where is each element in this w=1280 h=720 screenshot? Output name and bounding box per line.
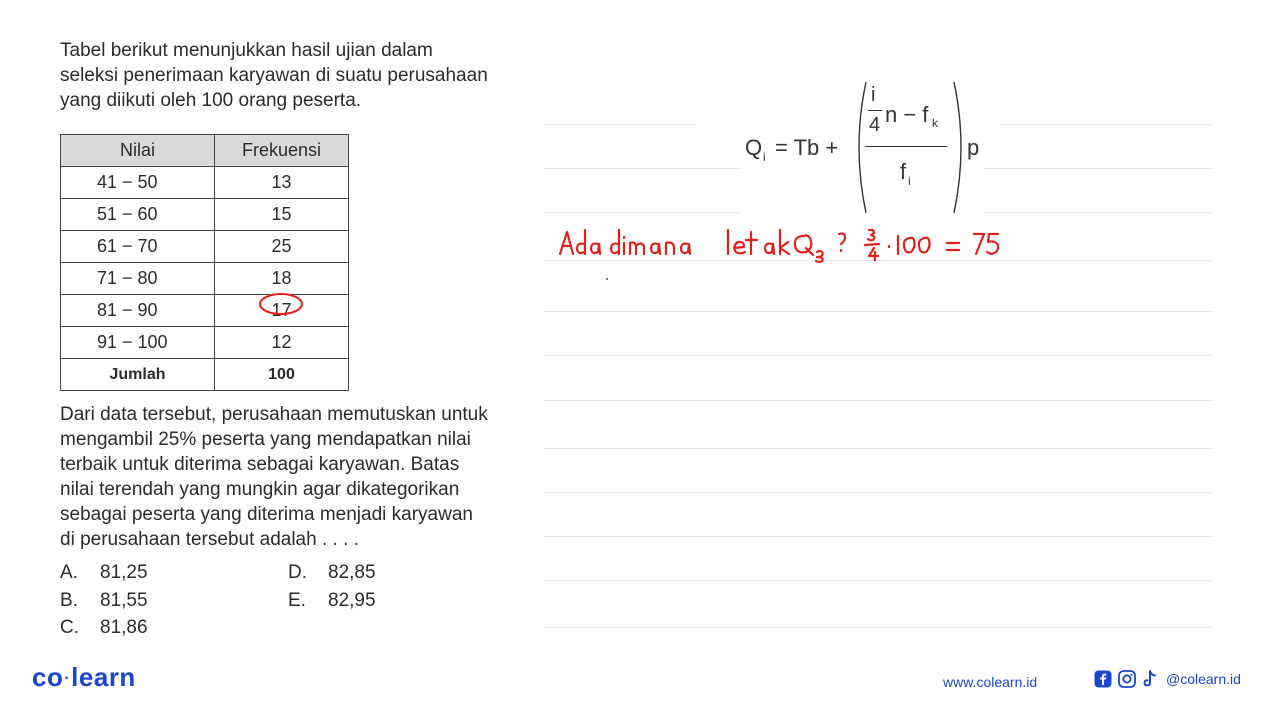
table-row <box>61 199 349 231</box>
social-links <box>1094 670 1241 688</box>
logo-text-co: co <box>32 662 64 692</box>
rule-line <box>985 212 1212 213</box>
rule-line <box>545 212 740 213</box>
option-a <box>60 560 148 585</box>
handwritten-circle-icon <box>257 291 305 317</box>
question-line: terbaik untuk diterima sebagai karyawan. Batas <box>60 454 460 475</box>
total-value: 100 <box>215 359 349 391</box>
formula-fi-sub: i <box>908 174 911 188</box>
question-line: Dari data tersebut, perusahaan memutuskan untuk <box>60 404 488 425</box>
cell-nilai: 61 − 70 <box>61 231 215 263</box>
footer-url[interactable]: www.colearn.id <box>943 674 1038 690</box>
cell-nilai: 81 − 90 <box>61 295 215 327</box>
option-letter: E. <box>288 590 306 611</box>
question-line: nilai terendah yang mungkin agar dikategorikan <box>60 479 460 500</box>
formula-f: f <box>900 159 907 184</box>
rule-line <box>545 168 740 169</box>
option-value: 82,85 <box>328 562 376 583</box>
cell-nilai: 41 − 50 <box>61 167 215 199</box>
frac-4: 4 <box>869 114 881 136</box>
question-line: mengambil 25% peserta yang mendapatkan nilai <box>60 429 471 450</box>
cell-nilai: 51 − 60 <box>61 199 215 231</box>
pen-dot <box>606 278 608 280</box>
option-e <box>288 588 376 613</box>
logo-text-learn: learn <box>71 662 136 692</box>
cell-frekuensi-circled <box>215 295 349 327</box>
main-fraction-bar <box>865 146 947 147</box>
rule-line <box>545 448 1212 449</box>
cell-nilai: 71 − 80 <box>61 263 215 295</box>
small-fraction-bar <box>868 110 882 111</box>
tiktok-icon[interactable] <box>1142 670 1158 688</box>
circled-value <box>271 300 291 321</box>
option-value: 81,55 <box>100 590 148 611</box>
option-c <box>60 615 148 640</box>
formula-p: p <box>967 135 980 160</box>
option-letter: B. <box>60 590 78 611</box>
option-letter: C. <box>60 617 79 638</box>
formula-equals-tb: = Tb + <box>775 135 839 160</box>
table-total-row <box>61 359 349 391</box>
instagram-icon[interactable] <box>1118 670 1136 688</box>
frac-i: i <box>871 84 876 106</box>
option-value: 82,95 <box>328 590 376 611</box>
left-paren-icon <box>850 80 870 215</box>
cell-frekuensi: 13 <box>215 167 349 199</box>
option-letter: A. <box>60 562 78 583</box>
table-header-row <box>61 135 349 167</box>
rule-line <box>545 311 1212 312</box>
colearn-logo <box>32 662 136 693</box>
quartile-formula <box>745 80 985 215</box>
frequency-table <box>60 134 349 391</box>
option-letter: D. <box>288 562 307 583</box>
problem-intro <box>60 38 536 113</box>
cell-frekuensi: 18 <box>215 263 349 295</box>
intro-line: Tabel berikut menunjukkan hasil ujian dalam <box>60 40 433 61</box>
rule-line <box>985 168 1212 169</box>
rule-line <box>545 536 1212 537</box>
formula-q: Q <box>745 135 763 160</box>
social-handle[interactable]: @colearn.id <box>1166 671 1241 687</box>
option-value: 81,25 <box>100 562 148 583</box>
total-label: Jumlah <box>61 359 215 391</box>
rule-line <box>545 124 695 125</box>
cell-nilai: 91 − 100 <box>61 327 215 359</box>
intro-line: seleksi penerimaan karyawan di suatu perusahaan <box>60 65 488 86</box>
cell-frekuensi: 17 <box>271 300 292 320</box>
question-text <box>60 402 534 552</box>
rule-line <box>545 492 1212 493</box>
rule-line <box>545 580 1212 581</box>
table-row <box>61 295 349 327</box>
question-line: di perusahaan tersebut adalah . . . . <box>60 529 359 550</box>
rule-line <box>545 400 1212 401</box>
table-row <box>61 263 349 295</box>
table-row <box>61 167 349 199</box>
header-frekuensi: Frekuensi <box>215 135 349 167</box>
option-b <box>60 588 148 613</box>
cell-frekuensi: 12 <box>215 327 349 359</box>
rule-line <box>545 355 1212 356</box>
formula-n-minus-f: n − f <box>885 102 929 127</box>
question-line: sebagai peserta yang diterima menjadi karyawan <box>60 504 473 525</box>
facebook-icon[interactable] <box>1094 670 1112 688</box>
formula-q-sub: i <box>763 150 766 164</box>
cell-frekuensi: 25 <box>215 231 349 263</box>
table-row <box>61 231 349 263</box>
header-nilai: Nilai <box>61 135 215 167</box>
rule-line <box>1000 124 1212 125</box>
option-value: 81,86 <box>100 617 148 638</box>
option-d <box>288 560 376 585</box>
rule-line <box>545 627 1212 628</box>
intro-line: yang diikuti oleh 100 orang peserta. <box>60 90 362 111</box>
formula-fk-sub: k <box>932 116 938 130</box>
handwritten-annotation <box>558 226 1018 266</box>
logo-dot-icon: · <box>64 670 71 688</box>
table-row <box>61 327 349 359</box>
cell-frekuensi: 15 <box>215 199 349 231</box>
